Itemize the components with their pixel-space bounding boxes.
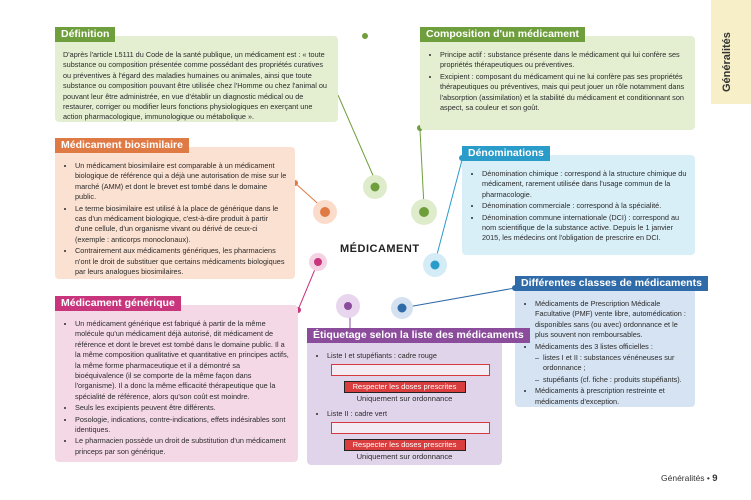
composition-box [420, 28, 695, 130]
connector-denominations [435, 160, 462, 262]
denominations-title: Dénominations [462, 146, 550, 161]
node-green-1 [363, 175, 387, 199]
page-footer [661, 473, 718, 484]
list-item: • Dénomination chimique : correspond à la structure chimique du médicament, rarement utilisée dans l'usage commun de la pharmacologie. [482, 169, 687, 200]
node-blue [391, 297, 413, 319]
node-pink [309, 253, 327, 271]
dose-warning-label: Respecter les doses prescrites [344, 439, 466, 451]
connector-classes [402, 288, 515, 308]
list-item: • Médicaments des 3 listes officielles : [535, 342, 687, 352]
list-item: • Un médicament biosimilaire est comparable à un médicament biologique de référence qui a déjà une autorisation de mise sur le marché (AMM) et dont le brevet est tombé dans le domaine public. [75, 161, 287, 203]
list-item: • Seuls les excipients peuvent être différents. [75, 403, 290, 413]
dose-warning-label: Respecter les doses prescrites [344, 381, 466, 393]
list-item: • Le pharmacien possède un droit de substitution d'un médicament princeps par son générique. [75, 436, 290, 457]
page-number: 9 [712, 473, 718, 484]
classes-box [515, 277, 702, 407]
ordonnance-note: Uniquement sur ordonnance [356, 394, 453, 404]
dot-definition [362, 33, 368, 39]
list-item: • Un médicament générique est fabriqué à partir de la même molécule qu'un médicament déjà autorisé, dit médicament de référence et dont le brevet est tombé dans le domaine public. Il a la même composition qualitative et quantitative en principes actifs, la même forme pharmaceutique et il a démontré sa bioéquivalence (il se comporte de la même façon dans l'organisme). Il a donc la même efficacité thérapeutique que la spécialité de référence, alors qu'son coût est moindre. [75, 319, 290, 402]
footer-section: Généralités [661, 473, 705, 483]
node-orange [313, 200, 337, 224]
composition-title: Composition d'un médicament [420, 27, 585, 42]
list-item: • Principe actif : substance présente dans le médicament qui lui confère ses propriétés thérapeutiques ou préventives. [440, 50, 687, 71]
connector-composition [420, 130, 424, 207]
footer-separator: • [706, 473, 710, 483]
center-title: MÉDICAMENT [340, 243, 420, 255]
biosimilaire-title: Médicament biosimilaire [55, 138, 189, 153]
list-item: • Contrairement aux médicaments génériques, les pharmaciens n'ont le droit de substituer que certains médicaments biologiques par leurs analogues biosimilaires. [75, 246, 287, 277]
list-item: • Médicaments de Prescription Médicale Facultative (PMF) vente libre, automédication : disponibles sans (ou avec) ordonnance et le plus souvent non remboursables. [535, 299, 687, 341]
list-item: • Médicaments à prescription restreinte et médicaments d'exception. [535, 386, 687, 407]
label-frame-red [331, 364, 490, 376]
generique-box [55, 297, 298, 462]
list-item: • Dénomination commune internationale (DCI) : correspond au nom scientifique de la substance active. Depuis le 1 janvier 2015, les médecins ont l'obligation de prescrire en DCI. [482, 213, 687, 244]
label-frame-green [331, 422, 490, 434]
definition-text: D'après l'article L5111 du Code de la santé publique, un médicament est : « toute substance ou composition présentée comme possédant des propriétés curatives ou préventives à l'égard des maladies humaines ou animales, ainsi que toute substance ou composition pouvant être utilisée chez l'Homme ou chez l'animal ou pouvant leur être administrée, en vue d'établir un diagnostic médical ou de restaurer, corriger ou modifier leurs fonctions physiologiques en exerçant une action pharmacologique, immunologique ou métabolique ». [63, 50, 327, 122]
biosimilaire-box [55, 139, 295, 279]
definition-box [55, 28, 338, 122]
etiquetage-list2: • Liste II : cadre vert [327, 409, 494, 419]
classes-title: Différentes classes de médicaments [515, 276, 708, 291]
list-item: • Dénomination commerciale : correspond à la spécialité. [482, 201, 687, 211]
etiquetage-title: Étiquetage selon la liste des médicaments [307, 328, 530, 343]
ordonnance-note: Uniquement sur ordonnance [356, 452, 453, 462]
node-lightblue [423, 253, 447, 277]
node-purple [336, 294, 360, 318]
list-subitem: – stupéfiants (cf. fiche : produits stupéfiants). [535, 375, 687, 385]
node-green-2 [411, 199, 437, 225]
etiquetage-list1: • Liste I et stupéfiants : cadre rouge [327, 351, 494, 361]
list-item: • Posologie, indications, contre-indications, effets indésirables sont identiques. [75, 415, 290, 436]
definition-title: Définition [55, 27, 115, 42]
side-tab-label: Généralités [721, 32, 733, 92]
denominations-box [462, 147, 695, 255]
generique-title: Médicament générique [55, 296, 181, 311]
etiquetage-box [307, 329, 524, 465]
connector-definition [338, 95, 375, 180]
list-item: • Le terme biosimilaire est utilisé à la place de générique dans le cas d'un médicament biologique, c'est-à-dire produit à partir d'une cellule, d'un organisme vivant ou dérivé de ceux-ci (exemple : anticorps monoclonaux). [75, 204, 287, 246]
list-subitem: – listes I et II : substances vénéneuses sur ordonnance ; [535, 353, 687, 374]
list-item: • Excipient : composant du médicament qui ne lui confère pas ses propriétés thérapeutiques ou préventives, mais qui peut jouer un rôle notamment dans l'absorption (assimilation) et la stabilité du médicament et conditionnant son aspect, sa couleur et son goût. [440, 72, 687, 114]
